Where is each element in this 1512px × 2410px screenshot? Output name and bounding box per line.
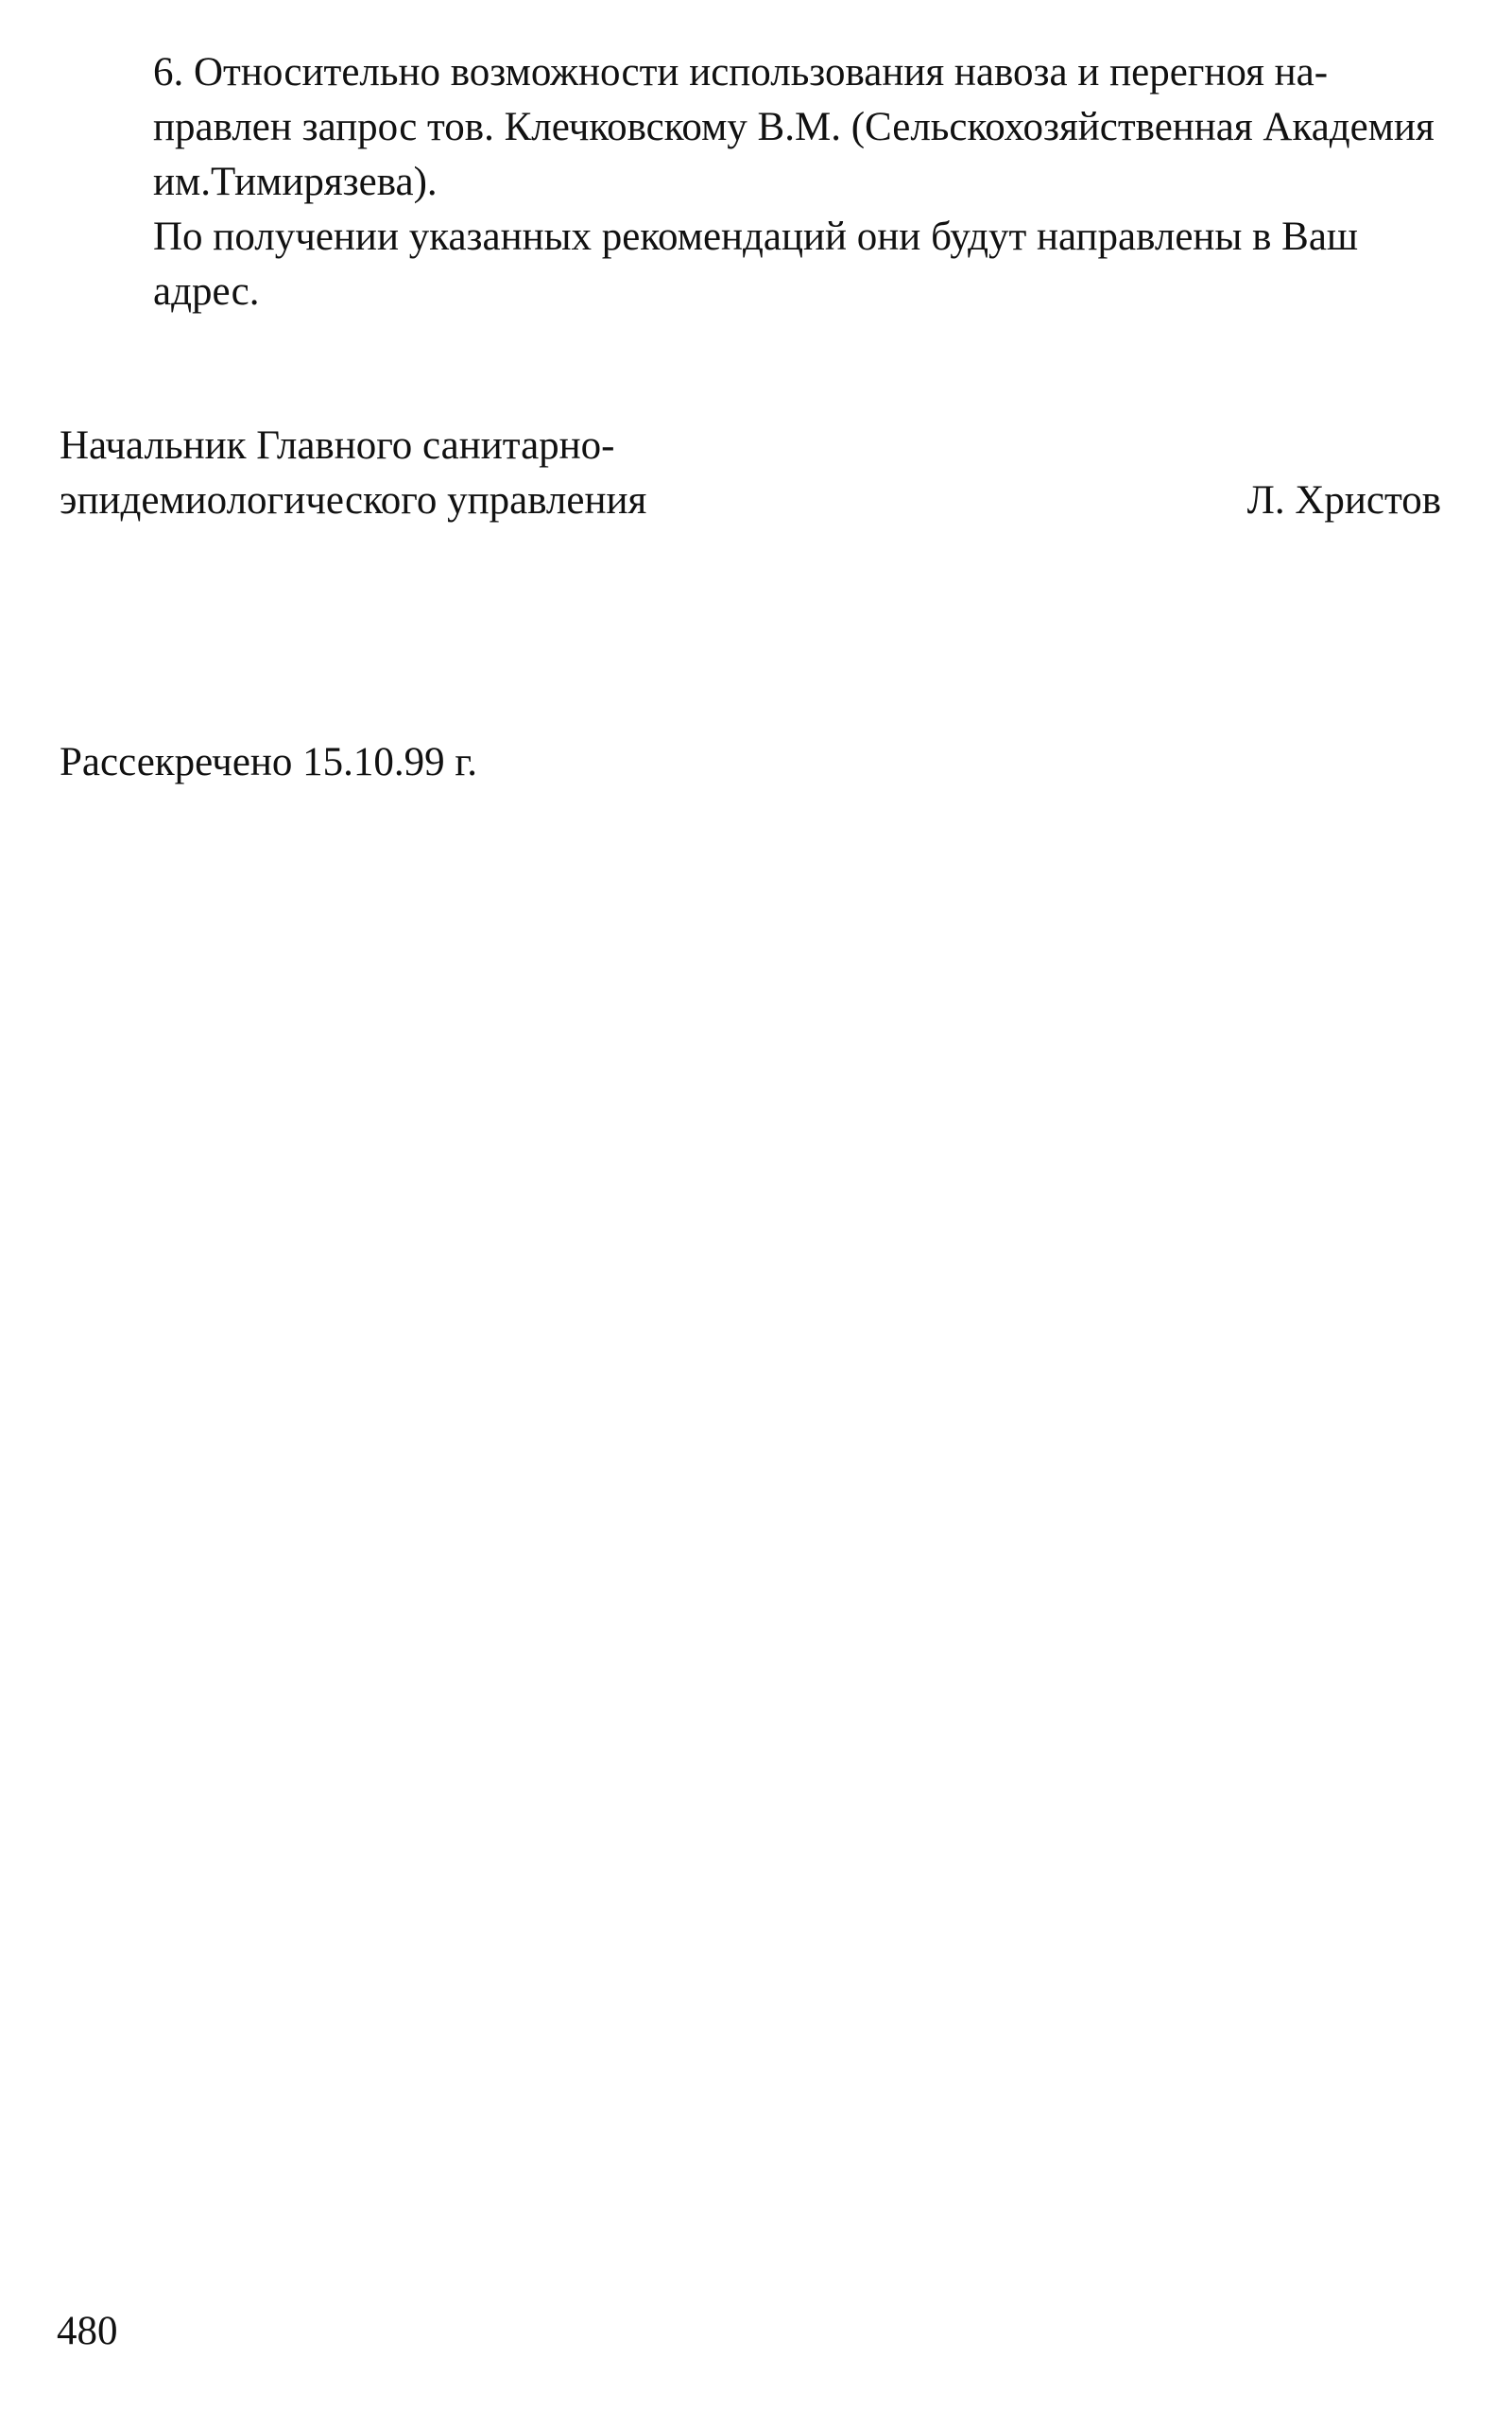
signatory-title-line1: Начальник Главного санитарно- [60, 423, 615, 468]
text-line: им.Тимирязева). [153, 160, 438, 204]
signature-row [60, 473, 1441, 528]
paragraph-item-6 [60, 45, 1441, 210]
text-line: адрес. [153, 269, 260, 314]
signature-block [60, 419, 1441, 528]
declassification-note: Рассекречено 15.10.99 г. [60, 740, 477, 784]
paragraph-recommendations [60, 210, 1441, 319]
signatory-name: Л. Христов [1246, 478, 1441, 523]
page-number: 480 [57, 2309, 118, 2353]
text-line: правлен запрос тов. Клечковскому В.М. (Сельскохозяйственная Академия [153, 105, 1435, 149]
text-line: 6. Относительно возможности использования навоза и перегноя на- [153, 50, 1329, 95]
signatory-title-line2: эпидемиологического управления [60, 478, 647, 523]
text-line: По получении указанных рекомендаций они будут направлены в Ваш [153, 215, 1359, 259]
letter-body [60, 45, 1441, 319]
